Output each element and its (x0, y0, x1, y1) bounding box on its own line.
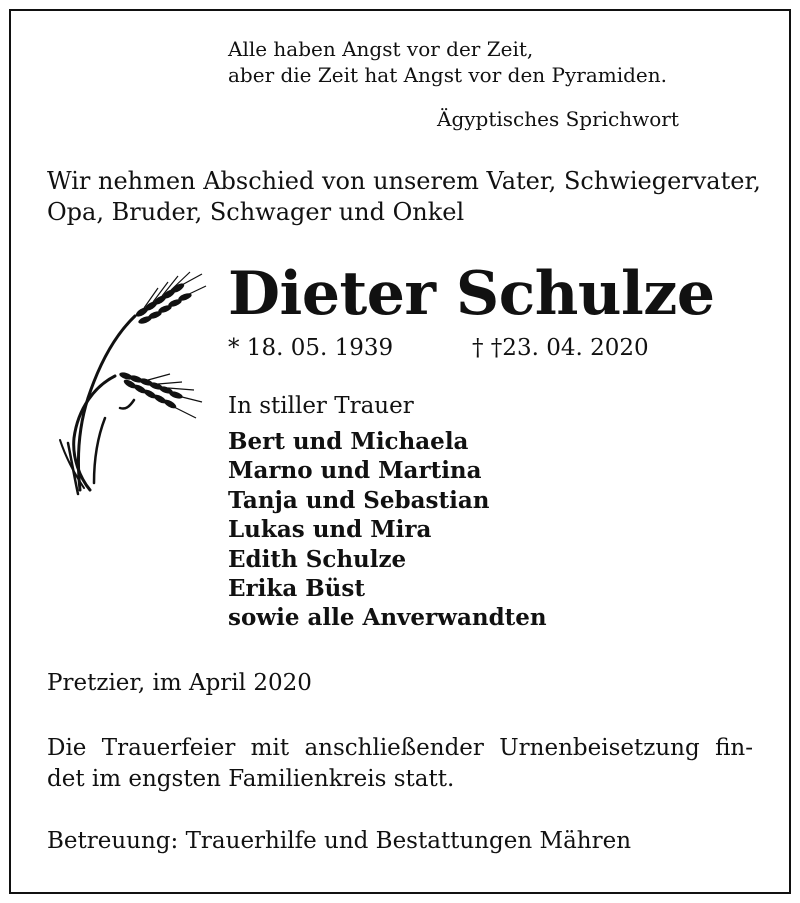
funeral-notice-line-1: Die Trauerfeier mit anschließender Urnenbeisetzung fin- (47, 735, 753, 761)
mourner-name: sowie alle Anverwandten (228, 604, 547, 632)
mourner-name: Marno und Martina (228, 457, 482, 485)
funeral-notice (47, 733, 753, 795)
farewell-intro (47, 166, 767, 228)
funeral-notice-line-2: det im engsten Familienkreis statt. (47, 766, 455, 792)
mourner-name: Edith Schulze (228, 545, 407, 573)
death-date: † †23. 04. 2020 (472, 335, 649, 361)
mourner-name: Bert und Michaela (228, 428, 469, 455)
quote-line-2: aber die Zeit hat Angst vor den Pyramiden. (228, 63, 667, 87)
mourners-intro: In stiller Trauer (228, 393, 414, 419)
deceased-name: Dieter Schulze (228, 259, 715, 329)
farewell-intro-line-1: Wir nehmen Abschied von unserem Vater, Schwiegervater, (47, 167, 761, 195)
mourners-list (228, 427, 547, 633)
wheat-ears-icon (50, 268, 210, 498)
birth-date: * 18. 05. 1939 (228, 335, 394, 361)
farewell-intro-line-2: Opa, Bruder, Schwager und Onkel (47, 198, 465, 226)
mourner-name: Erika Büst (228, 575, 365, 603)
place-date: Pretzier, im April 2020 (47, 670, 312, 696)
mourner-name: Lukas und Mira (228, 516, 432, 544)
quote (228, 36, 667, 88)
undertaker: Betreuung: Trauerhilfe und Bestattungen Mähren (47, 828, 632, 854)
quote-line-1: Alle haben Angst vor der Zeit, (228, 37, 534, 61)
mourner-name: Tanja und Sebastian (228, 486, 490, 514)
quote-source: Ägyptisches Sprichwort (437, 107, 679, 131)
